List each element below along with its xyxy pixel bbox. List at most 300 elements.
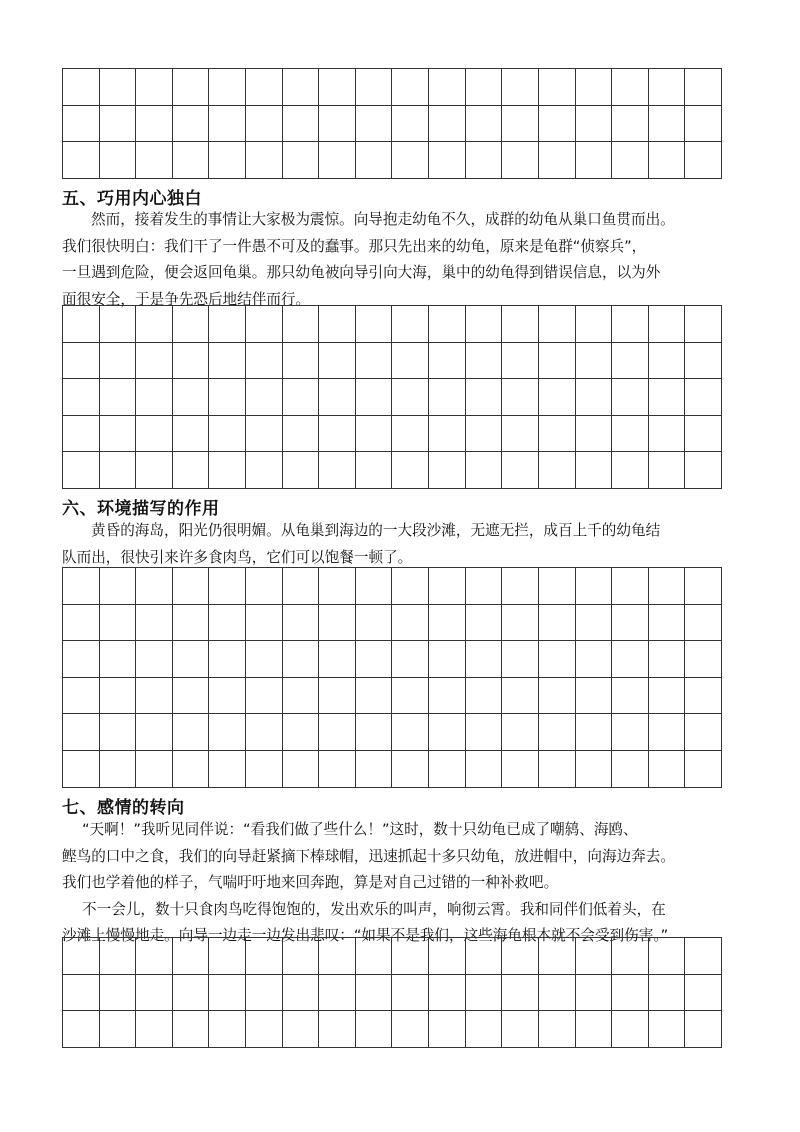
writing-grid[interactable] bbox=[62, 305, 722, 489]
grid-cell[interactable] bbox=[209, 604, 246, 641]
grid-cell[interactable] bbox=[136, 714, 173, 751]
grid-cell[interactable] bbox=[355, 452, 392, 489]
grid-cell[interactable] bbox=[319, 415, 356, 452]
grid-cell[interactable] bbox=[246, 69, 283, 106]
grid-cell[interactable] bbox=[685, 604, 722, 641]
grid-cell[interactable] bbox=[355, 641, 392, 678]
grid-cell[interactable] bbox=[392, 604, 429, 641]
grid-cell[interactable] bbox=[99, 306, 136, 343]
grid-cell[interactable] bbox=[355, 938, 392, 975]
writing-grid[interactable] bbox=[62, 937, 722, 1048]
grid-cell[interactable] bbox=[392, 750, 429, 787]
grid-cell[interactable] bbox=[502, 938, 539, 975]
grid-cell[interactable] bbox=[502, 142, 539, 179]
grid-cell[interactable] bbox=[465, 641, 502, 678]
grid-cell[interactable] bbox=[502, 69, 539, 106]
grid-cell[interactable] bbox=[685, 938, 722, 975]
grid-cell[interactable] bbox=[99, 69, 136, 106]
grid-cell[interactable] bbox=[246, 677, 283, 714]
grid-cell[interactable] bbox=[282, 604, 319, 641]
grid-cell[interactable] bbox=[538, 1011, 575, 1048]
grid-cell[interactable] bbox=[172, 379, 209, 416]
grid-cell[interactable] bbox=[465, 105, 502, 142]
grid-cell[interactable] bbox=[355, 379, 392, 416]
grid-cell[interactable] bbox=[63, 714, 100, 751]
grid-cell[interactable] bbox=[209, 714, 246, 751]
grid-cell[interactable] bbox=[392, 974, 429, 1011]
grid-cell[interactable] bbox=[172, 69, 209, 106]
grid-cell[interactable] bbox=[538, 306, 575, 343]
grid-cell[interactable] bbox=[282, 938, 319, 975]
grid-cell[interactable] bbox=[502, 105, 539, 142]
grid-cell[interactable] bbox=[392, 938, 429, 975]
grid-cell[interactable] bbox=[63, 379, 100, 416]
grid-cell[interactable] bbox=[538, 69, 575, 106]
grid-cell[interactable] bbox=[575, 974, 612, 1011]
grid-cell[interactable] bbox=[612, 641, 649, 678]
grid-cell[interactable] bbox=[465, 1011, 502, 1048]
grid-cell[interactable] bbox=[282, 452, 319, 489]
grid-cell[interactable] bbox=[575, 714, 612, 751]
grid-cell[interactable] bbox=[612, 142, 649, 179]
grid-cell[interactable] bbox=[172, 750, 209, 787]
grid-cell[interactable] bbox=[538, 379, 575, 416]
grid-cell[interactable] bbox=[172, 568, 209, 605]
grid-cell[interactable] bbox=[209, 938, 246, 975]
grid-cell[interactable] bbox=[99, 568, 136, 605]
grid-cell[interactable] bbox=[648, 342, 685, 379]
grid-cell[interactable] bbox=[99, 105, 136, 142]
grid-cell[interactable] bbox=[136, 604, 173, 641]
grid-cell[interactable] bbox=[355, 604, 392, 641]
grid-cell[interactable] bbox=[612, 452, 649, 489]
grid-cell[interactable] bbox=[63, 1011, 100, 1048]
grid-cell[interactable] bbox=[319, 677, 356, 714]
grid-cell[interactable] bbox=[465, 714, 502, 751]
grid-cell[interactable] bbox=[538, 974, 575, 1011]
grid-cell[interactable] bbox=[282, 714, 319, 751]
grid-cell[interactable] bbox=[63, 342, 100, 379]
grid-cell[interactable] bbox=[429, 568, 466, 605]
grid-cell[interactable] bbox=[172, 974, 209, 1011]
grid-cell[interactable] bbox=[282, 342, 319, 379]
grid-cell[interactable] bbox=[648, 974, 685, 1011]
grid-cell[interactable] bbox=[538, 568, 575, 605]
grid-cell[interactable] bbox=[575, 105, 612, 142]
grid-cell[interactable] bbox=[685, 69, 722, 106]
grid-cell[interactable] bbox=[575, 452, 612, 489]
grid-cell[interactable] bbox=[538, 105, 575, 142]
grid-cell[interactable] bbox=[502, 568, 539, 605]
grid-cell[interactable] bbox=[392, 415, 429, 452]
grid-cell[interactable] bbox=[685, 641, 722, 678]
grid-cell[interactable] bbox=[209, 105, 246, 142]
grid-cell[interactable] bbox=[685, 750, 722, 787]
grid-cell[interactable] bbox=[465, 379, 502, 416]
grid-cell[interactable] bbox=[685, 1011, 722, 1048]
grid-cell[interactable] bbox=[319, 69, 356, 106]
grid-cell[interactable] bbox=[282, 677, 319, 714]
grid-cell[interactable] bbox=[99, 142, 136, 179]
grid-cell[interactable] bbox=[648, 938, 685, 975]
grid-cell[interactable] bbox=[429, 452, 466, 489]
grid-cell[interactable] bbox=[99, 604, 136, 641]
grid-cell[interactable] bbox=[429, 69, 466, 106]
grid-cell[interactable] bbox=[319, 750, 356, 787]
grid-cell[interactable] bbox=[319, 641, 356, 678]
grid-cell[interactable] bbox=[538, 938, 575, 975]
grid-cell[interactable] bbox=[612, 342, 649, 379]
grid-cell[interactable] bbox=[63, 142, 100, 179]
grid-cell[interactable] bbox=[246, 750, 283, 787]
grid-cell[interactable] bbox=[99, 1011, 136, 1048]
grid-cell[interactable] bbox=[319, 306, 356, 343]
grid-cell[interactable] bbox=[685, 142, 722, 179]
grid-cell[interactable] bbox=[465, 568, 502, 605]
grid-cell[interactable] bbox=[612, 677, 649, 714]
grid-cell[interactable] bbox=[575, 306, 612, 343]
grid-cell[interactable] bbox=[172, 142, 209, 179]
grid-cell[interactable] bbox=[99, 415, 136, 452]
grid-cell[interactable] bbox=[685, 105, 722, 142]
grid-cell[interactable] bbox=[648, 714, 685, 751]
grid-cell[interactable] bbox=[575, 604, 612, 641]
grid-cell[interactable] bbox=[392, 342, 429, 379]
grid-cell[interactable] bbox=[612, 415, 649, 452]
grid-cell[interactable] bbox=[282, 142, 319, 179]
grid-cell[interactable] bbox=[136, 677, 173, 714]
grid-cell[interactable] bbox=[648, 1011, 685, 1048]
grid-cell[interactable] bbox=[538, 142, 575, 179]
grid-cell[interactable] bbox=[612, 938, 649, 975]
grid-cell[interactable] bbox=[246, 641, 283, 678]
grid-cell[interactable] bbox=[172, 342, 209, 379]
grid-cell[interactable] bbox=[209, 69, 246, 106]
grid-cell[interactable] bbox=[99, 974, 136, 1011]
grid-cell[interactable] bbox=[246, 938, 283, 975]
grid-cell[interactable] bbox=[538, 342, 575, 379]
grid-cell[interactable] bbox=[429, 604, 466, 641]
grid-cell[interactable] bbox=[502, 452, 539, 489]
grid-cell[interactable] bbox=[172, 604, 209, 641]
grid-cell[interactable] bbox=[648, 415, 685, 452]
grid-cell[interactable] bbox=[392, 568, 429, 605]
grid-cell[interactable] bbox=[355, 105, 392, 142]
grid-cell[interactable] bbox=[282, 568, 319, 605]
grid-cell[interactable] bbox=[502, 974, 539, 1011]
grid-cell[interactable] bbox=[465, 306, 502, 343]
grid-cell[interactable] bbox=[209, 568, 246, 605]
grid-cell[interactable] bbox=[685, 568, 722, 605]
grid-cell[interactable] bbox=[246, 342, 283, 379]
grid-cell[interactable] bbox=[282, 69, 319, 106]
grid-cell[interactable] bbox=[465, 974, 502, 1011]
grid-cell[interactable] bbox=[429, 379, 466, 416]
grid-cell[interactable] bbox=[648, 105, 685, 142]
grid-cell[interactable] bbox=[392, 142, 429, 179]
grid-cell[interactable] bbox=[209, 677, 246, 714]
grid-cell[interactable] bbox=[136, 306, 173, 343]
grid-cell[interactable] bbox=[99, 379, 136, 416]
grid-cell[interactable] bbox=[246, 604, 283, 641]
grid-cell[interactable] bbox=[429, 974, 466, 1011]
grid-cell[interactable] bbox=[282, 1011, 319, 1048]
grid-cell[interactable] bbox=[99, 342, 136, 379]
grid-cell[interactable] bbox=[612, 105, 649, 142]
grid-cell[interactable] bbox=[685, 306, 722, 343]
grid-cell[interactable] bbox=[612, 379, 649, 416]
grid-cell[interactable] bbox=[575, 69, 612, 106]
grid-cell[interactable] bbox=[538, 452, 575, 489]
grid-cell[interactable] bbox=[612, 714, 649, 751]
grid-cell[interactable] bbox=[648, 677, 685, 714]
grid-cell[interactable] bbox=[209, 379, 246, 416]
grid-cell[interactable] bbox=[282, 379, 319, 416]
grid-cell[interactable] bbox=[209, 342, 246, 379]
grid-cell[interactable] bbox=[575, 677, 612, 714]
grid-cell[interactable] bbox=[465, 342, 502, 379]
grid-cell[interactable] bbox=[319, 974, 356, 1011]
grid-cell[interactable] bbox=[612, 974, 649, 1011]
grid-cell[interactable] bbox=[648, 750, 685, 787]
grid-cell[interactable] bbox=[685, 379, 722, 416]
grid-cell[interactable] bbox=[392, 641, 429, 678]
grid-cell[interactable] bbox=[429, 342, 466, 379]
grid-cell[interactable] bbox=[612, 1011, 649, 1048]
grid-cell[interactable] bbox=[355, 69, 392, 106]
grid-cell[interactable] bbox=[429, 1011, 466, 1048]
grid-cell[interactable] bbox=[319, 379, 356, 416]
grid-cell[interactable] bbox=[429, 938, 466, 975]
grid-cell[interactable] bbox=[502, 306, 539, 343]
grid-cell[interactable] bbox=[172, 452, 209, 489]
grid-cell[interactable] bbox=[63, 641, 100, 678]
grid-cell[interactable] bbox=[136, 938, 173, 975]
grid-cell[interactable] bbox=[392, 306, 429, 343]
grid-cell[interactable] bbox=[538, 750, 575, 787]
grid-cell[interactable] bbox=[209, 974, 246, 1011]
grid-cell[interactable] bbox=[612, 604, 649, 641]
grid-cell[interactable] bbox=[392, 1011, 429, 1048]
grid-cell[interactable] bbox=[502, 677, 539, 714]
grid-cell[interactable] bbox=[502, 379, 539, 416]
grid-cell[interactable] bbox=[575, 568, 612, 605]
grid-cell[interactable] bbox=[465, 142, 502, 179]
grid-cell[interactable] bbox=[612, 750, 649, 787]
grid-cell[interactable] bbox=[685, 452, 722, 489]
grid-cell[interactable] bbox=[465, 452, 502, 489]
grid-cell[interactable] bbox=[429, 750, 466, 787]
grid-cell[interactable] bbox=[575, 641, 612, 678]
grid-cell[interactable] bbox=[355, 568, 392, 605]
grid-cell[interactable] bbox=[429, 306, 466, 343]
grid-cell[interactable] bbox=[465, 604, 502, 641]
grid-cell[interactable] bbox=[136, 142, 173, 179]
grid-cell[interactable] bbox=[136, 69, 173, 106]
grid-cell[interactable] bbox=[429, 142, 466, 179]
grid-cell[interactable] bbox=[648, 69, 685, 106]
grid-cell[interactable] bbox=[429, 714, 466, 751]
grid-cell[interactable] bbox=[355, 415, 392, 452]
grid-cell[interactable] bbox=[319, 142, 356, 179]
grid-cell[interactable] bbox=[319, 938, 356, 975]
grid-cell[interactable] bbox=[392, 69, 429, 106]
grid-cell[interactable] bbox=[209, 415, 246, 452]
grid-cell[interactable] bbox=[246, 306, 283, 343]
grid-cell[interactable] bbox=[209, 1011, 246, 1048]
grid-cell[interactable] bbox=[172, 714, 209, 751]
grid-cell[interactable] bbox=[246, 1011, 283, 1048]
grid-cell[interactable] bbox=[282, 974, 319, 1011]
grid-cell[interactable] bbox=[63, 568, 100, 605]
grid-cell[interactable] bbox=[538, 604, 575, 641]
grid-cell[interactable] bbox=[172, 641, 209, 678]
grid-cell[interactable] bbox=[136, 342, 173, 379]
grid-cell[interactable] bbox=[685, 342, 722, 379]
grid-cell[interactable] bbox=[648, 142, 685, 179]
grid-cell[interactable] bbox=[282, 750, 319, 787]
grid-cell[interactable] bbox=[319, 568, 356, 605]
grid-cell[interactable] bbox=[282, 415, 319, 452]
grid-cell[interactable] bbox=[282, 105, 319, 142]
grid-cell[interactable] bbox=[355, 750, 392, 787]
grid-cell[interactable] bbox=[63, 604, 100, 641]
grid-cell[interactable] bbox=[319, 714, 356, 751]
grid-cell[interactable] bbox=[355, 677, 392, 714]
grid-cell[interactable] bbox=[136, 415, 173, 452]
grid-cell[interactable] bbox=[209, 750, 246, 787]
grid-cell[interactable] bbox=[209, 641, 246, 678]
grid-cell[interactable] bbox=[502, 415, 539, 452]
grid-cell[interactable] bbox=[575, 938, 612, 975]
grid-cell[interactable] bbox=[246, 105, 283, 142]
grid-cell[interactable] bbox=[429, 677, 466, 714]
grid-cell[interactable] bbox=[429, 641, 466, 678]
grid-cell[interactable] bbox=[575, 1011, 612, 1048]
grid-cell[interactable] bbox=[392, 379, 429, 416]
grid-cell[interactable] bbox=[392, 105, 429, 142]
grid-cell[interactable] bbox=[319, 604, 356, 641]
grid-cell[interactable] bbox=[99, 714, 136, 751]
grid-cell[interactable] bbox=[63, 750, 100, 787]
grid-cell[interactable] bbox=[538, 714, 575, 751]
grid-cell[interactable] bbox=[465, 69, 502, 106]
grid-cell[interactable] bbox=[172, 1011, 209, 1048]
grid-cell[interactable] bbox=[392, 714, 429, 751]
grid-cell[interactable] bbox=[465, 938, 502, 975]
grid-cell[interactable] bbox=[575, 415, 612, 452]
grid-cell[interactable] bbox=[465, 750, 502, 787]
grid-cell[interactable] bbox=[502, 714, 539, 751]
grid-cell[interactable] bbox=[429, 105, 466, 142]
grid-cell[interactable] bbox=[429, 415, 466, 452]
grid-cell[interactable] bbox=[685, 714, 722, 751]
grid-cell[interactable] bbox=[648, 452, 685, 489]
grid-cell[interactable] bbox=[63, 415, 100, 452]
grid-cell[interactable] bbox=[392, 452, 429, 489]
grid-cell[interactable] bbox=[99, 750, 136, 787]
grid-cell[interactable] bbox=[172, 415, 209, 452]
grid-cell[interactable] bbox=[575, 750, 612, 787]
grid-cell[interactable] bbox=[612, 568, 649, 605]
grid-cell[interactable] bbox=[575, 142, 612, 179]
writing-grid[interactable] bbox=[62, 68, 722, 179]
grid-cell[interactable] bbox=[172, 306, 209, 343]
grid-cell[interactable] bbox=[685, 415, 722, 452]
grid-cell[interactable] bbox=[685, 677, 722, 714]
grid-cell[interactable] bbox=[502, 1011, 539, 1048]
grid-cell[interactable] bbox=[246, 415, 283, 452]
grid-cell[interactable] bbox=[63, 974, 100, 1011]
grid-cell[interactable] bbox=[136, 105, 173, 142]
grid-cell[interactable] bbox=[246, 974, 283, 1011]
grid-cell[interactable] bbox=[246, 568, 283, 605]
grid-cell[interactable] bbox=[246, 379, 283, 416]
grid-cell[interactable] bbox=[63, 69, 100, 106]
grid-cell[interactable] bbox=[465, 677, 502, 714]
grid-cell[interactable] bbox=[502, 641, 539, 678]
grid-cell[interactable] bbox=[355, 714, 392, 751]
grid-cell[interactable] bbox=[319, 342, 356, 379]
grid-cell[interactable] bbox=[575, 379, 612, 416]
grid-cell[interactable] bbox=[136, 750, 173, 787]
grid-cell[interactable] bbox=[99, 938, 136, 975]
grid-cell[interactable] bbox=[136, 974, 173, 1011]
grid-cell[interactable] bbox=[209, 306, 246, 343]
grid-cell[interactable] bbox=[172, 938, 209, 975]
grid-cell[interactable] bbox=[575, 342, 612, 379]
grid-cell[interactable] bbox=[392, 677, 429, 714]
grid-cell[interactable] bbox=[612, 306, 649, 343]
grid-cell[interactable] bbox=[209, 142, 246, 179]
grid-cell[interactable] bbox=[355, 142, 392, 179]
grid-cell[interactable] bbox=[136, 568, 173, 605]
grid-cell[interactable] bbox=[282, 641, 319, 678]
grid-cell[interactable] bbox=[538, 677, 575, 714]
grid-cell[interactable] bbox=[648, 604, 685, 641]
grid-cell[interactable] bbox=[172, 105, 209, 142]
grid-cell[interactable] bbox=[282, 306, 319, 343]
grid-cell[interactable] bbox=[99, 452, 136, 489]
grid-cell[interactable] bbox=[172, 677, 209, 714]
grid-cell[interactable] bbox=[319, 1011, 356, 1048]
grid-cell[interactable] bbox=[648, 379, 685, 416]
grid-cell[interactable] bbox=[63, 306, 100, 343]
grid-cell[interactable] bbox=[246, 142, 283, 179]
grid-cell[interactable] bbox=[648, 641, 685, 678]
grid-cell[interactable] bbox=[355, 306, 392, 343]
grid-cell[interactable] bbox=[63, 105, 100, 142]
grid-cell[interactable] bbox=[685, 974, 722, 1011]
grid-cell[interactable] bbox=[538, 641, 575, 678]
grid-cell[interactable] bbox=[99, 641, 136, 678]
grid-cell[interactable] bbox=[648, 568, 685, 605]
grid-cell[interactable] bbox=[502, 342, 539, 379]
grid-cell[interactable] bbox=[209, 452, 246, 489]
grid-cell[interactable] bbox=[63, 452, 100, 489]
grid-cell[interactable] bbox=[612, 69, 649, 106]
writing-grid[interactable] bbox=[62, 567, 722, 788]
grid-cell[interactable] bbox=[136, 1011, 173, 1048]
grid-cell[interactable] bbox=[355, 1011, 392, 1048]
grid-cell[interactable] bbox=[63, 677, 100, 714]
grid-cell[interactable] bbox=[319, 105, 356, 142]
grid-cell[interactable] bbox=[538, 415, 575, 452]
grid-cell[interactable] bbox=[63, 938, 100, 975]
grid-cell[interactable] bbox=[319, 452, 356, 489]
grid-cell[interactable] bbox=[355, 342, 392, 379]
grid-cell[interactable] bbox=[136, 641, 173, 678]
